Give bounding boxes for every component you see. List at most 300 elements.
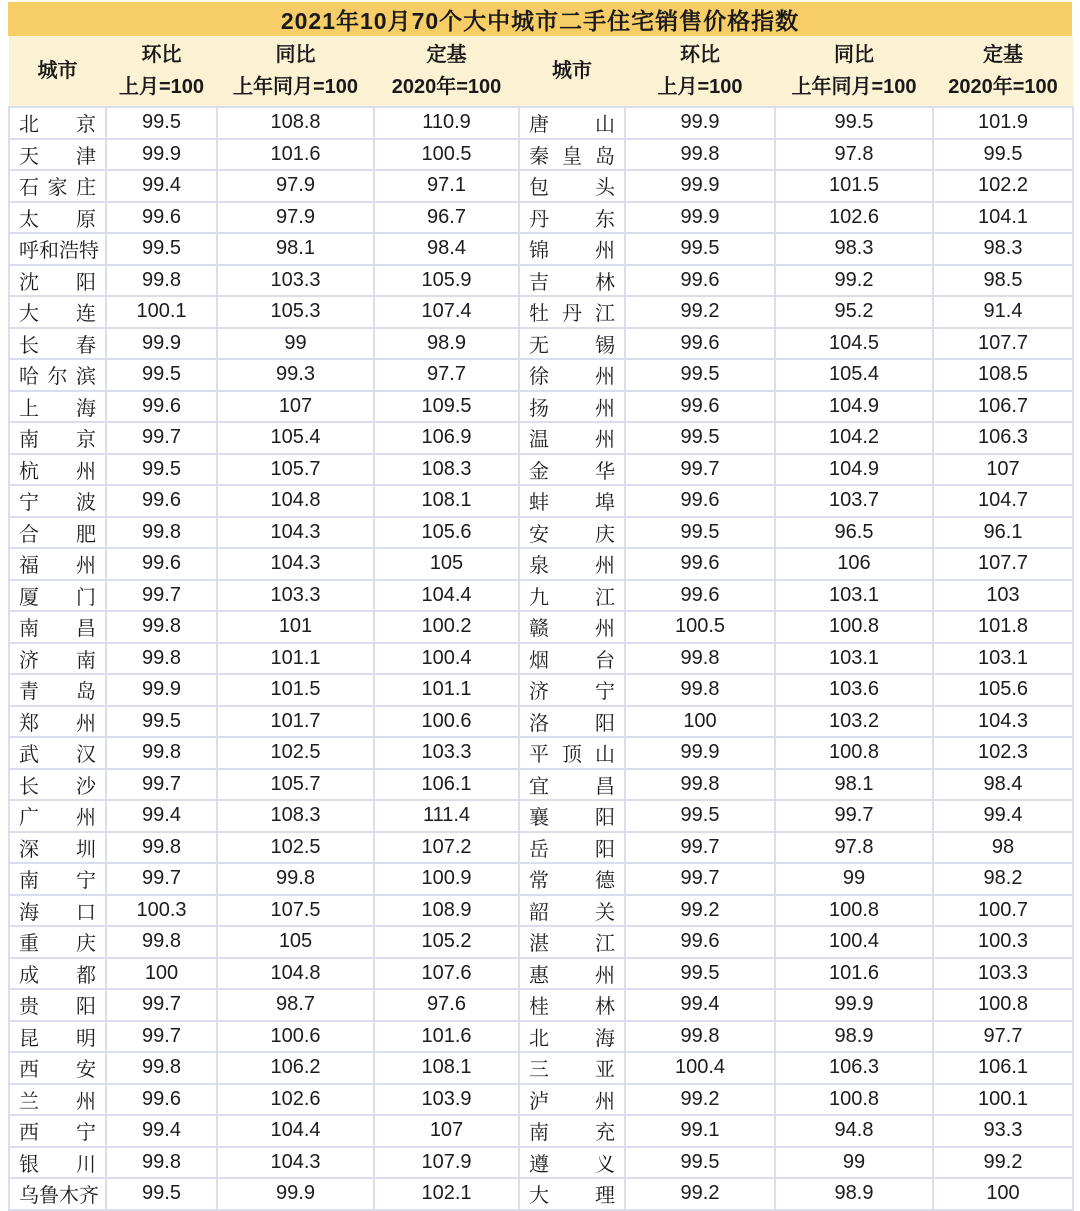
header-base-right-line1: 定基 xyxy=(983,44,1023,66)
header-mom-left xyxy=(106,36,217,107)
mom-value-cell: 99.6 xyxy=(106,1084,217,1116)
yoy-value-cell: 98.1 xyxy=(217,233,374,265)
table-row xyxy=(9,139,1073,171)
city-cell: 吉 林 xyxy=(519,265,625,297)
mom-value-cell: 99.2 xyxy=(625,1084,775,1116)
mom-value-cell: 99.8 xyxy=(106,1052,217,1084)
mom-value-cell: 99.9 xyxy=(625,202,775,234)
city-cell: 洛 阳 xyxy=(519,706,625,738)
base-value-cell: 102.2 xyxy=(933,170,1073,202)
city-cell: 深 圳 xyxy=(9,832,106,864)
base-value-cell: 105.9 xyxy=(374,265,519,297)
mom-value-cell: 99.7 xyxy=(106,989,217,1021)
base-value-cell: 103 xyxy=(933,580,1073,612)
city-cell: 贵 阳 xyxy=(9,989,106,1021)
mom-value-cell: 99.7 xyxy=(106,580,217,612)
city-cell: 遵 义 xyxy=(519,1147,625,1179)
header-mom-right xyxy=(625,36,775,107)
yoy-value-cell: 96.5 xyxy=(775,517,933,549)
base-value-cell: 101.9 xyxy=(933,107,1073,139)
table-row xyxy=(9,1052,1073,1084)
city-cell: 秦 皇 岛 xyxy=(519,139,625,171)
base-value-cell: 101.8 xyxy=(933,611,1073,643)
mom-value-cell: 99.8 xyxy=(106,643,217,675)
yoy-value-cell: 105 xyxy=(217,926,374,958)
table-row xyxy=(9,769,1073,801)
mom-value-cell: 99.7 xyxy=(106,863,217,895)
base-value-cell: 97.6 xyxy=(374,989,519,1021)
yoy-value-cell: 104.8 xyxy=(217,485,374,517)
header-mom-left-line1: 环比 xyxy=(141,44,182,66)
yoy-value-cell: 101.5 xyxy=(775,170,933,202)
city-cell: 呼 和 浩 特 xyxy=(9,233,106,265)
header-base-left-line2: 2020年=100 xyxy=(391,76,502,98)
city-cell: 扬 州 xyxy=(519,391,625,423)
city-cell: 哈 尔 滨 xyxy=(9,359,106,391)
mom-value-cell: 99.4 xyxy=(625,989,775,1021)
city-cell: 桂 林 xyxy=(519,989,625,1021)
mom-value-cell: 99.7 xyxy=(106,1021,217,1053)
yoy-value-cell: 99.8 xyxy=(217,863,374,895)
table-row xyxy=(9,107,1073,139)
table-row xyxy=(9,580,1073,612)
mom-value-cell: 99.7 xyxy=(106,769,217,801)
mom-value-cell: 99.1 xyxy=(625,1115,775,1147)
base-value-cell: 107.2 xyxy=(374,832,519,864)
header-city-left xyxy=(9,36,106,107)
yoy-value-cell: 99.2 xyxy=(775,265,933,297)
city-cell: 重 庆 xyxy=(9,926,106,958)
header-yoy-right xyxy=(775,36,933,107)
yoy-value-cell: 107 xyxy=(217,391,374,423)
yoy-value-cell: 104.3 xyxy=(217,1147,374,1179)
header-city-left-label: 城市 xyxy=(37,60,78,82)
base-value-cell: 97.7 xyxy=(374,359,519,391)
mom-value-cell: 99.5 xyxy=(106,454,217,486)
base-value-cell: 109.5 xyxy=(374,391,519,423)
base-value-cell: 98.9 xyxy=(374,328,519,360)
table-header xyxy=(9,36,1073,107)
mom-value-cell: 99.6 xyxy=(106,202,217,234)
yoy-value-cell: 105.7 xyxy=(217,454,374,486)
yoy-value-cell: 102.6 xyxy=(217,1084,374,1116)
yoy-value-cell: 102.5 xyxy=(217,737,374,769)
table-row xyxy=(9,391,1073,423)
city-cell: 岳 阳 xyxy=(519,832,625,864)
base-value-cell: 106.1 xyxy=(933,1052,1073,1084)
base-value-cell: 102.3 xyxy=(933,737,1073,769)
city-cell: 宜 昌 xyxy=(519,769,625,801)
city-cell: 包 头 xyxy=(519,170,625,202)
city-cell: 金 华 xyxy=(519,454,625,486)
mom-value-cell: 99.6 xyxy=(106,485,217,517)
yoy-value-cell: 104.3 xyxy=(217,548,374,580)
yoy-value-cell: 97.9 xyxy=(217,170,374,202)
mom-value-cell: 99.8 xyxy=(625,643,775,675)
mom-value-cell: 99.8 xyxy=(106,265,217,297)
city-cell: 长 沙 xyxy=(9,769,106,801)
base-value-cell: 100.7 xyxy=(933,895,1073,927)
city-cell: 厦 门 xyxy=(9,580,106,612)
table-row xyxy=(9,1147,1073,1179)
mom-value-cell: 100.1 xyxy=(106,296,217,328)
yoy-value-cell: 98.3 xyxy=(775,233,933,265)
mom-value-cell: 99.7 xyxy=(106,422,217,454)
base-value-cell: 107.9 xyxy=(374,1147,519,1179)
yoy-value-cell: 100.4 xyxy=(775,926,933,958)
base-value-cell: 99.2 xyxy=(933,1147,1073,1179)
mom-value-cell: 99.6 xyxy=(106,548,217,580)
base-value-cell: 105.6 xyxy=(933,674,1073,706)
table-row xyxy=(9,737,1073,769)
yoy-value-cell: 100.8 xyxy=(775,1084,933,1116)
table-row xyxy=(9,706,1073,738)
base-value-cell: 106.9 xyxy=(374,422,519,454)
mom-value-cell: 99.4 xyxy=(106,170,217,202)
yoy-value-cell: 100.8 xyxy=(775,737,933,769)
table-row xyxy=(9,548,1073,580)
mom-value-cell: 99.6 xyxy=(625,328,775,360)
base-value-cell: 96.1 xyxy=(933,517,1073,549)
header-base-left-line1: 定基 xyxy=(426,44,467,66)
table-row xyxy=(9,485,1073,517)
yoy-value-cell: 103.7 xyxy=(775,485,933,517)
city-cell: 常 德 xyxy=(519,863,625,895)
base-value-cell: 103.1 xyxy=(933,643,1073,675)
mom-value-cell: 99.6 xyxy=(625,485,775,517)
base-value-cell: 101.6 xyxy=(374,1021,519,1053)
city-cell: 杭 州 xyxy=(9,454,106,486)
table-row xyxy=(9,989,1073,1021)
yoy-value-cell: 104.4 xyxy=(217,1115,374,1147)
base-value-cell: 98.4 xyxy=(374,233,519,265)
mom-value-cell: 99.5 xyxy=(106,706,217,738)
base-value-cell: 104.4 xyxy=(374,580,519,612)
city-cell: 丹 东 xyxy=(519,202,625,234)
city-cell: 赣 州 xyxy=(519,611,625,643)
city-cell: 长 春 xyxy=(9,328,106,360)
base-value-cell: 103.3 xyxy=(374,737,519,769)
base-value-cell: 108.1 xyxy=(374,485,519,517)
base-value-cell: 105.6 xyxy=(374,517,519,549)
mom-value-cell: 100 xyxy=(106,958,217,990)
city-cell: 成 都 xyxy=(9,958,106,990)
yoy-value-cell: 98.1 xyxy=(775,769,933,801)
city-cell: 南 宁 xyxy=(9,863,106,895)
table-row xyxy=(9,202,1073,234)
table-row xyxy=(9,422,1073,454)
yoy-value-cell: 98.9 xyxy=(775,1021,933,1053)
mom-value-cell: 99.8 xyxy=(106,737,217,769)
mom-value-cell: 99.9 xyxy=(625,107,775,139)
mom-value-cell: 99.7 xyxy=(625,454,775,486)
city-cell: 温 州 xyxy=(519,422,625,454)
city-cell: 石 家 庄 xyxy=(9,170,106,202)
base-value-cell: 108.9 xyxy=(374,895,519,927)
mom-value-cell: 99.6 xyxy=(625,580,775,612)
yoy-value-cell: 98.9 xyxy=(775,1178,933,1210)
yoy-value-cell: 106 xyxy=(775,548,933,580)
header-city-right xyxy=(519,36,625,107)
city-cell: 唐 山 xyxy=(519,107,625,139)
yoy-value-cell: 104.8 xyxy=(217,958,374,990)
yoy-value-cell: 100.8 xyxy=(775,611,933,643)
city-cell: 海 口 xyxy=(9,895,106,927)
table-row xyxy=(9,1021,1073,1053)
yoy-value-cell: 100.6 xyxy=(217,1021,374,1053)
city-cell: 昆 明 xyxy=(9,1021,106,1053)
yoy-value-cell: 99 xyxy=(217,328,374,360)
mom-value-cell: 100.4 xyxy=(625,1052,775,1084)
table-row xyxy=(9,895,1073,927)
mom-value-cell: 99.8 xyxy=(106,517,217,549)
yoy-value-cell: 101.7 xyxy=(217,706,374,738)
header-mom-right-line1: 环比 xyxy=(680,44,720,66)
yoy-value-cell: 97.9 xyxy=(217,202,374,234)
city-cell: 湛 江 xyxy=(519,926,625,958)
base-value-cell: 97.7 xyxy=(933,1021,1073,1053)
base-value-cell: 107.7 xyxy=(933,548,1073,580)
yoy-value-cell: 98.7 xyxy=(217,989,374,1021)
table-row xyxy=(9,233,1073,265)
city-cell: 南 昌 xyxy=(9,611,106,643)
city-cell: 太 原 xyxy=(9,202,106,234)
base-value-cell: 93.3 xyxy=(933,1115,1073,1147)
yoy-value-cell: 104.2 xyxy=(775,422,933,454)
city-cell: 西 宁 xyxy=(9,1115,106,1147)
base-value-cell: 99.4 xyxy=(933,800,1073,832)
city-cell: 银 川 xyxy=(9,1147,106,1179)
base-value-cell: 100.4 xyxy=(374,643,519,675)
mom-value-cell: 99.8 xyxy=(106,926,217,958)
city-cell: 郑 州 xyxy=(9,706,106,738)
yoy-value-cell: 99 xyxy=(775,863,933,895)
mom-value-cell: 99.7 xyxy=(625,832,775,864)
table-row xyxy=(9,296,1073,328)
city-cell: 青 岛 xyxy=(9,674,106,706)
city-cell: 南 京 xyxy=(9,422,106,454)
mom-value-cell: 99.9 xyxy=(106,674,217,706)
header-base-left xyxy=(374,36,519,107)
base-value-cell: 105 xyxy=(374,548,519,580)
yoy-value-cell: 101.1 xyxy=(217,643,374,675)
mom-value-cell: 99.5 xyxy=(625,958,775,990)
base-value-cell: 100.8 xyxy=(933,989,1073,1021)
header-base-right-line2: 2020年=100 xyxy=(948,76,1058,98)
base-value-cell: 104.7 xyxy=(933,485,1073,517)
mom-value-cell: 100 xyxy=(625,706,775,738)
base-value-cell: 100.2 xyxy=(374,611,519,643)
table-row xyxy=(9,454,1073,486)
yoy-value-cell: 99.5 xyxy=(775,107,933,139)
mom-value-cell: 99.6 xyxy=(625,548,775,580)
mom-value-cell: 99.8 xyxy=(625,674,775,706)
table-row xyxy=(9,170,1073,202)
yoy-value-cell: 99.9 xyxy=(217,1178,374,1210)
mom-value-cell: 100.5 xyxy=(625,611,775,643)
city-cell: 宁 波 xyxy=(9,485,106,517)
mom-value-cell: 99.8 xyxy=(106,1147,217,1179)
table-row xyxy=(9,926,1073,958)
city-cell: 平 顶 山 xyxy=(519,737,625,769)
base-value-cell: 104.1 xyxy=(933,202,1073,234)
mom-value-cell: 99.5 xyxy=(625,422,775,454)
yoy-value-cell: 103.2 xyxy=(775,706,933,738)
base-value-cell: 107 xyxy=(374,1115,519,1147)
mom-value-cell: 99.5 xyxy=(625,1147,775,1179)
base-value-cell: 106.7 xyxy=(933,391,1073,423)
base-value-cell: 98 xyxy=(933,832,1073,864)
base-value-cell: 99.5 xyxy=(933,139,1073,171)
city-cell: 泸 州 xyxy=(519,1084,625,1116)
yoy-value-cell: 102.6 xyxy=(775,202,933,234)
yoy-value-cell: 105.4 xyxy=(217,422,374,454)
table-title: 2021年10月70个大中城市二手住宅销售价格指数 xyxy=(8,2,1072,36)
base-value-cell: 106.3 xyxy=(933,422,1073,454)
base-value-cell: 100.5 xyxy=(374,139,519,171)
base-value-cell: 107.4 xyxy=(374,296,519,328)
header-city-right-label: 城市 xyxy=(552,60,592,82)
yoy-value-cell: 103.6 xyxy=(775,674,933,706)
city-cell: 三 亚 xyxy=(519,1052,625,1084)
base-value-cell: 108.1 xyxy=(374,1052,519,1084)
city-cell: 兰 州 xyxy=(9,1084,106,1116)
city-cell: 锦 州 xyxy=(519,233,625,265)
city-cell: 韶 关 xyxy=(519,895,625,927)
city-cell: 北 京 xyxy=(9,107,106,139)
yoy-value-cell: 101 xyxy=(217,611,374,643)
base-value-cell: 107 xyxy=(933,454,1073,486)
city-cell: 九 江 xyxy=(519,580,625,612)
mom-value-cell: 99.2 xyxy=(625,1178,775,1210)
yoy-value-cell: 101.5 xyxy=(217,674,374,706)
yoy-value-cell: 103.3 xyxy=(217,580,374,612)
yoy-value-cell: 104.9 xyxy=(775,391,933,423)
mom-value-cell: 99.4 xyxy=(106,800,217,832)
city-cell: 上 海 xyxy=(9,391,106,423)
yoy-value-cell: 105.7 xyxy=(217,769,374,801)
mom-value-cell: 99.5 xyxy=(625,233,775,265)
mom-value-cell: 99.5 xyxy=(106,359,217,391)
yoy-value-cell: 106.2 xyxy=(217,1052,374,1084)
yoy-value-cell: 103.1 xyxy=(775,580,933,612)
city-cell: 安 庆 xyxy=(519,517,625,549)
base-value-cell: 103.9 xyxy=(374,1084,519,1116)
yoy-value-cell: 99.9 xyxy=(775,989,933,1021)
city-cell: 北 海 xyxy=(519,1021,625,1053)
city-cell: 惠 州 xyxy=(519,958,625,990)
base-value-cell: 100.1 xyxy=(933,1084,1073,1116)
base-value-cell: 98.4 xyxy=(933,769,1073,801)
city-cell: 大 理 xyxy=(519,1178,625,1210)
city-cell: 乌 鲁 木 齐 xyxy=(9,1178,106,1210)
city-cell: 蚌 埠 xyxy=(519,485,625,517)
yoy-value-cell: 99.3 xyxy=(217,359,374,391)
yoy-value-cell: 104.9 xyxy=(775,454,933,486)
table-row xyxy=(9,958,1073,990)
mom-value-cell: 99.6 xyxy=(625,926,775,958)
yoy-value-cell: 94.8 xyxy=(775,1115,933,1147)
mom-value-cell: 99.8 xyxy=(625,139,775,171)
mom-value-cell: 99.8 xyxy=(625,1021,775,1053)
yoy-value-cell: 95.2 xyxy=(775,296,933,328)
base-value-cell: 101.1 xyxy=(374,674,519,706)
base-value-cell: 97.1 xyxy=(374,170,519,202)
yoy-value-cell: 100.8 xyxy=(775,895,933,927)
base-value-cell: 100.3 xyxy=(933,926,1073,958)
table-row xyxy=(9,359,1073,391)
yoy-value-cell: 99 xyxy=(775,1147,933,1179)
yoy-value-cell: 106.3 xyxy=(775,1052,933,1084)
header-mom-right-line2: 上月=100 xyxy=(657,76,743,98)
city-cell: 襄 阳 xyxy=(519,800,625,832)
table-row xyxy=(9,832,1073,864)
mom-value-cell: 99.8 xyxy=(106,832,217,864)
mom-value-cell: 99.9 xyxy=(625,170,775,202)
price-index-table xyxy=(8,36,1074,1211)
mom-value-cell: 99.9 xyxy=(106,328,217,360)
mom-value-cell: 99.6 xyxy=(106,391,217,423)
mom-value-cell: 99.7 xyxy=(625,863,775,895)
base-value-cell: 102.1 xyxy=(374,1178,519,1210)
base-value-cell: 100.6 xyxy=(374,706,519,738)
yoy-value-cell: 97.8 xyxy=(775,832,933,864)
base-value-cell: 98.5 xyxy=(933,265,1073,297)
city-cell: 牡 丹 江 xyxy=(519,296,625,328)
header-yoy-left-line1: 同比 xyxy=(275,44,316,66)
base-value-cell: 108.3 xyxy=(374,454,519,486)
header-yoy-right-line1: 同比 xyxy=(834,44,874,66)
mom-value-cell: 99.5 xyxy=(106,1178,217,1210)
mom-value-cell: 99.9 xyxy=(106,139,217,171)
base-value-cell: 111.4 xyxy=(374,800,519,832)
base-value-cell: 98.3 xyxy=(933,233,1073,265)
base-value-cell: 107.6 xyxy=(374,958,519,990)
yoy-value-cell: 108.3 xyxy=(217,800,374,832)
table-row xyxy=(9,800,1073,832)
mom-value-cell: 99.8 xyxy=(106,611,217,643)
city-cell: 烟 台 xyxy=(519,643,625,675)
city-cell: 南 充 xyxy=(519,1115,625,1147)
city-cell: 济 南 xyxy=(9,643,106,675)
city-cell: 沈 阳 xyxy=(9,265,106,297)
city-cell: 西 安 xyxy=(9,1052,106,1084)
city-cell: 无 锡 xyxy=(519,328,625,360)
city-cell: 武 汉 xyxy=(9,737,106,769)
base-value-cell: 103.3 xyxy=(933,958,1073,990)
table-row xyxy=(9,863,1073,895)
mom-value-cell: 99.8 xyxy=(625,769,775,801)
mom-value-cell: 99.6 xyxy=(625,391,775,423)
mom-value-cell: 99.4 xyxy=(106,1115,217,1147)
mom-value-cell: 99.5 xyxy=(106,233,217,265)
mom-value-cell: 99.5 xyxy=(106,107,217,139)
base-value-cell: 110.9 xyxy=(374,107,519,139)
yoy-value-cell: 105.3 xyxy=(217,296,374,328)
header-base-right xyxy=(933,36,1073,107)
yoy-value-cell: 101.6 xyxy=(775,958,933,990)
base-value-cell: 96.7 xyxy=(374,202,519,234)
mom-value-cell: 99.9 xyxy=(625,737,775,769)
yoy-value-cell: 108.8 xyxy=(217,107,374,139)
base-value-cell: 108.5 xyxy=(933,359,1073,391)
city-cell: 徐 州 xyxy=(519,359,625,391)
header-yoy-right-line2: 上年同月=100 xyxy=(791,76,917,98)
yoy-value-cell: 104.3 xyxy=(217,517,374,549)
table-row xyxy=(9,517,1073,549)
mom-value-cell: 99.5 xyxy=(625,800,775,832)
base-value-cell: 98.2 xyxy=(933,863,1073,895)
